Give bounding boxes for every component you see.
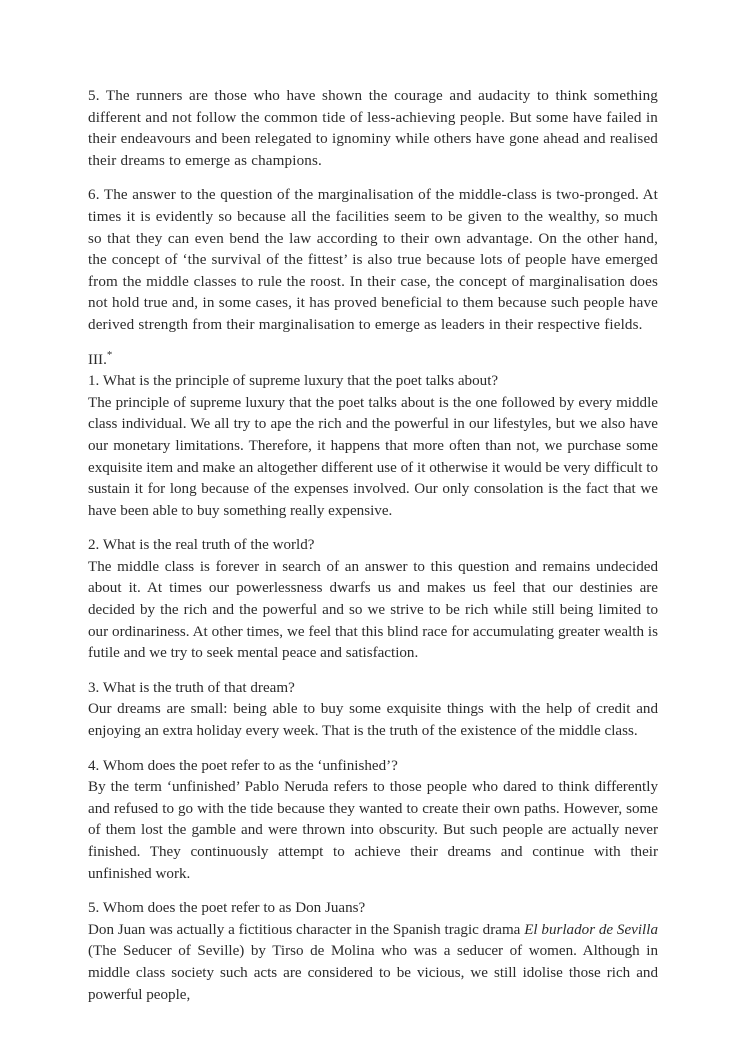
text-column <box>88 86 658 1019</box>
question-1: 1. What is the principle of supreme luxury that the poet talks about? <box>88 373 499 390</box>
paragraph-5: 5. The runners are those who have shown the courage and audacity to think something different and not follow the common tide of less-achieving people. But some have failed in their endeavours and been relegated to ignominy while others have gone ahead and realised their dreams to emerge as champions. <box>88 88 658 169</box>
qa-block-3 <box>88 678 658 743</box>
answer-3-text: Our dreams are small: being able to buy some exquisite things with the help of credit and enjoying an extra holiday every week. That is the truth of the existence of the middle class. <box>88 701 658 740</box>
answer-5 <box>88 920 658 1006</box>
answer-1 <box>88 393 658 523</box>
answer-2-text: The middle class is forever in search of an answer to this question and remains undecided about it. At times our powerlessness dwarfs us and makes us feel that our destinies are decided by the rich and the powerful and so we strive to be rich while still being limited to our ordinariness. At other times, we feel that this blind race for accumulating greater wealth is futile and we try to seek mental peace and satisfaction. <box>88 558 658 662</box>
answer-3 <box>88 699 658 742</box>
section-heading <box>88 350 658 372</box>
question-4: 4. Whom does the poet refer to as the ‘unfinished’? <box>88 757 398 774</box>
answer-1-text: The principle of supreme luxury that the poet talks about is the one followed by every middle class individual. We all try to ape the rich and the powerful in our lifestyles, but we also have our monetary limitations. Therefore, it happens that more often than not, we purchase some exquisite item and make an altogether different use of it otherwise it would be very difficult to sustain it for long because of the expenses involved. Our only consolation is the fact that we have been able to buy something really expensive. <box>88 394 658 519</box>
question-3: 3. What is the truth of that dream? <box>88 679 295 696</box>
answer-5-text-after-title: (The Seducer of Seville) by Tirso de Molina who was a seducer of women. Although in middle class society such acts are considered to be vicious, we still idolise those rich and powerful people, <box>88 943 658 1003</box>
answer-2 <box>88 557 658 665</box>
answer-4 <box>88 777 658 885</box>
question-5: 5. Whom does the poet refer to as Don Juans? <box>88 900 366 917</box>
qa-block-5 <box>88 898 658 1006</box>
qa-block-2 <box>88 535 658 665</box>
qa-block-1 <box>88 371 658 522</box>
answer-5-text-before-title: Don Juan was actually a fictitious character in the Spanish tragic drama <box>88 921 525 938</box>
answer-4-text: By the term ‘unfinished’ Pablo Neruda refers to those people who dared to think differently and refused to go with the tide because they wanted to create their own paths. However, some of them lost the gamble and were thrown into obscurity. But such people are actually never finished. They continuously attempt to achieve their dreams and continue with their unfinished work. <box>88 779 658 882</box>
play-title-italic: El burlador de Sevilla <box>524 921 658 938</box>
qa-block-4 <box>88 756 658 886</box>
paragraph-6: 6. The answer to the question of the marginalisation of the middle-class is two-pronged. At times it is evidently so because all the facilities seem to be given to the wealthy, so much so that they can even bend the law according to their own advantage. On the other hand, the concept of ‘the survival of the fittest’ is also true because lots of people have emerged from the middle classes to rule the roost. In their case, the concept of marginalisation does not hold true and, in some cases, it has proved beneficial to them because such people have derived strength from their marginalisation to emerge as leaders in their respective fields. <box>88 187 658 333</box>
section-heading-marker: * <box>106 348 113 361</box>
section-heading-label: III. <box>88 351 107 368</box>
question-2: 2. What is the real truth of the world? <box>88 537 315 554</box>
